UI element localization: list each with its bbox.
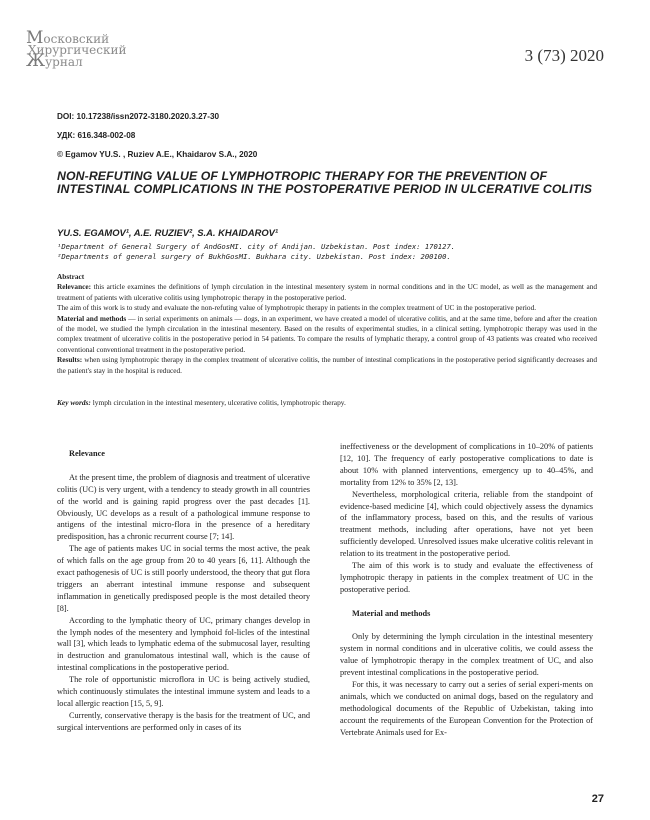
left-column	[57, 448, 310, 734]
udk: УДК: 616.348-002-08	[57, 131, 136, 140]
methods-label: Material and methods	[57, 313, 127, 323]
methods-text: — in serial experiments on animals — dogs, in an experiment, we have created a model of ulcerative colitis, and at the same time, before and after the creation of the model, we studied the lymph circulation in the intestinal mesentery. Based on the results of experimental studies, in a clinical setting, lymphotropic therapy was used in the complex treatment of ulcerative colitis in the postoperative period in 54 patients. To compare the results of lymphatic therapy, a control group of 43 patients was created who received conventional conventional treatment in the postoperative period.	[57, 313, 597, 354]
right-paragraph-4: Only by determining the lymph circulation in the intestinal mesentery system in normal conditions and in ulcerative colitis, we could assess the value of lymphotropic therapy in the complex treatment of UC, and also prevent intestinal complications in the postoperative period.	[340, 632, 593, 678]
right-paragraph-3: The aim of this work is to study and evaluate the effectiveness of lymphotropic therapy in patients in the complex treatment of UC in the postoperative period.	[340, 561, 593, 594]
left-paragraph-4: The role of opportunistic microflora in UC is being actively studied, which continuously stimulates the intestinal immune system and leads to a local allergic reaction [15, 5, 9].	[57, 675, 310, 709]
right-paragraph-1: ineffectiveness or the development of complications in 10–20% of patients [12, 10]. The frequency of early postoperative complications to date is about 10% with planned interventions, emergency up to 40–45%, and mortality from 12% to 35% [2, 13].	[340, 442, 593, 487]
relevance-text: this article examines the definitions of lymph circulation in the intestinal mesentery system in normal conditions and in the UC model, as well as the management and treatment of patients with ulcerative colitis using lymphotropic therapy in the postoperative period.	[57, 282, 597, 302]
journal-logo	[26, 28, 146, 71]
authors: YU.S. EGAMOV¹, A.E. RUZIEV², S.A. KHAIDAROV¹	[57, 227, 279, 238]
results-text: when using lymphotropic therapy in the complex treatment of ulcerative colitis, the number of intestinal complications in the postoperative period significantly decreases and the patient's stay in the hospital is reduced.	[57, 355, 597, 375]
affiliation-2: ²Departments of general surgery of BukhGosMI. Bukhara city. Uzbekistan. Post index: 200100.	[57, 252, 451, 261]
methods-heading: Material and methods	[352, 608, 431, 618]
logo-line-1: Московский	[26, 28, 110, 48]
copyright: © Egamov YU.S. , Ruziev A.E., Khaidarov S.A., 2020	[57, 150, 258, 159]
issue-number: 3 (73) 2020	[524, 46, 604, 65]
keywords-text: lymph circulation in the intestinal mesentery, ulcerative colitis, lymphotropic therapy.	[90, 398, 346, 407]
left-paragraph-3: According to the lymphatic theory of UC, primary changes develop in the lymph nodes of the mesentery and lymphoid fol-licles of the intestinal wall [3], which leads to lymphatic edema of the submucosal layer, resulting in destruction and granulomatous intestinal wall, which is the cause of intestinal complications in the postoperative period.	[57, 615, 310, 673]
abstract-heading: Abstract	[57, 272, 85, 281]
logo-line-3: Журнал	[26, 51, 83, 71]
article-title: NON-REFUTING VALUE OF LYMPHOTROPIC THERAPY FOR THE PREVENTION OF INTESTINAL COMPLICATIONS IN THE POSTOPERATIVE PERIOD IN ULCERATIVE COLITIS	[57, 169, 593, 196]
doi: DOI: 10.17238/issn2072-3180.2020.3.27-30	[57, 112, 220, 121]
left-paragraph-5: Currently, conservative therapy is the basis for the treatment of UC, and surgical interventions are performed only in cases of its	[57, 710, 310, 732]
right-paragraph-5: For this, it was necessary to carry out a series of serial experi-ments on animals, which we conducted on animal dogs, based on the regulatory and methodological documents of the Republic of Uzbekistan, taking into account the requirements of the European Convention for the Protection of Vertebrate Animals used for Ex-	[340, 680, 593, 737]
results-label: Results:	[57, 355, 83, 365]
relevance-label: Relevance:	[57, 282, 92, 292]
affiliation-1: ¹Department of General Surgery of AndGosMI. city of Andijan. Uzbekistan. Post index: 170127.	[57, 242, 456, 251]
left-paragraph-2: The age of patients makes UC in social terms the most active, the peak of which falls on the age group from 20 to 40 years [6, 11]. Although the exact pathogenesis of UC is still poorly understood, the theory that gut flora triggers an aberrant intestinal immune response and subsequent inflammation in genetically predisposed people is the most detailed theory [8].	[57, 544, 310, 613]
right-column	[340, 441, 593, 739]
abstract	[57, 272, 597, 376]
logo-line-1-text: осковский	[43, 32, 110, 46]
page-number: 27	[591, 793, 604, 805]
relevance-heading: Relevance	[69, 449, 105, 458]
keywords	[57, 398, 597, 407]
aim-text: The aim of this work is to study and evaluate the non-refuting value of lymphotropic therapy in patients in the complex treatment of UC in the postoperative period.	[57, 303, 537, 313]
logo-line-2: Хирургический	[28, 43, 127, 57]
right-paragraph-2: Nevertheless, morphological criteria, reliable from the standpoint of evidence-based medicine [4], which could objectively assess the dynamics of the inflammatory process, based on this, and the results of various treatment methods, including after operations, have not yet been sufficiently developed. Unresolved issues make ulcerative colitis relevant in relation to its treatment in the postoperative period.	[340, 489, 593, 559]
keywords-label: Key words:	[57, 398, 91, 407]
left-paragraph-1: At the present time, the problem of diagnosis and treatment of ulcerative colitis (UC) is very urgent, with a tendency to steady growth in all countries of the world and is gaining rapid progress over the past decades [1]. Obviously, UC develops as a result of a pathological immune response to antigens of the intestinal micro-flora in the presence of a hereditary predisposition, has a chronic recurrent course [7; 14].	[57, 472, 310, 542]
